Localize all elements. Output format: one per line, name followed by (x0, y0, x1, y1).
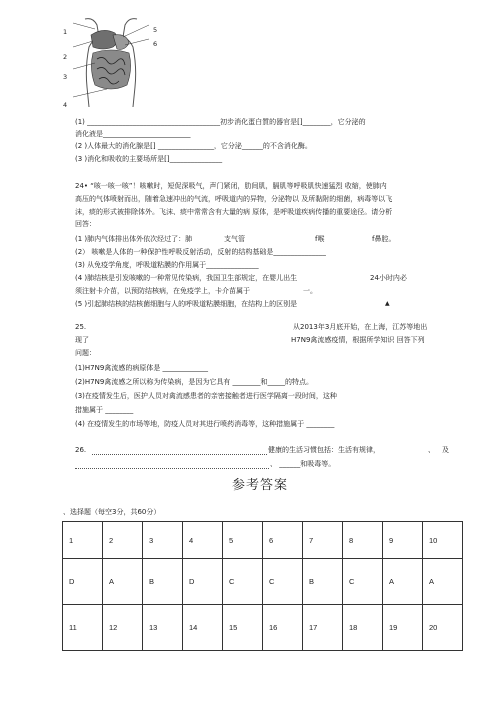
table-cell: 7 (303, 522, 343, 559)
q24-answer5: 须注射卡介苗，以预防结核病，在免疫学上，卡介苗属于 (75, 287, 250, 295)
table-cell: 19 (383, 605, 423, 651)
q24-text-line4: 回答： (75, 220, 96, 228)
answer-table (62, 521, 463, 651)
q25-answer3: (3)在疫情发生后，医护人员对禽流感患者的亲密接触者进行医学隔离一段时间，这种 (75, 392, 337, 400)
figure-label-3: 3 (63, 73, 68, 81)
q-part1-line3: (2 )人体最大的消化腺是[] ________________，它分泌______的不含消化酶。 (75, 142, 312, 150)
q25-answer3-b: 措施属于 ________ (75, 406, 134, 414)
table-cell: A (383, 559, 423, 605)
answer-table-row-numbers-2 (63, 605, 463, 651)
q-part1-line4: (3 )消化和吸收的主要场所是[]_______________ (75, 155, 223, 163)
table-cell: 3 (143, 522, 183, 559)
q25-number: 25. (75, 323, 87, 331)
q25-text-line2a: 现了 (75, 336, 89, 344)
figure-label-6: 6 (153, 40, 158, 48)
q26-text-line1-sep: 、 (428, 446, 435, 454)
table-cell: 14 (183, 605, 223, 651)
q26-blank-2 (75, 467, 269, 469)
q26-number: 26. (75, 446, 87, 454)
table-cell: B (143, 559, 183, 605)
q24-answer4: (4 )肺结核是引发咳嗽的一种常见传染病，我国卫生部规定，在婴儿出生 (75, 274, 298, 282)
q25-answer4: (4) 在疫情发生的市场等地，防疫人员对其进行喷药消毒等，这种措施属于 ________ (75, 420, 335, 428)
q25-answer1: (1)H7N9禽流感的病原体是 _____________ (75, 364, 209, 372)
digestive-system-figure (63, 17, 159, 109)
table-cell: 15 (223, 605, 263, 651)
table-cell: 11 (63, 605, 103, 651)
table-cell: D (183, 559, 223, 605)
q26-text-line1: 健康的生活习惯包括：生活有规律， (268, 446, 380, 454)
q24-answer4-b: 24小时内必 (370, 274, 407, 282)
q-part1-line1: (1) ______________________________________初步消化蛋白質的器官是[]________，它分泌的 (75, 118, 366, 126)
q24-answer2: (2） 咳嗽是人体的一种保护性呼吸反射活动，反射的结构基础是_______________ (75, 248, 326, 256)
figure-label-1: 1 (63, 28, 68, 36)
q24-answer1-c: f喉 (315, 235, 325, 243)
answer-table-row-numbers-1 (63, 522, 463, 559)
table-cell: C (263, 559, 303, 605)
table-cell: 18 (343, 605, 383, 651)
answer-key-subtitle: 、选择题（每空3分，共60分） (63, 508, 161, 516)
q25-text-line3: 问题： (75, 349, 96, 357)
table-cell: C (223, 559, 263, 605)
q24-mark: ▲ (385, 300, 390, 307)
table-cell: 5 (223, 522, 263, 559)
table-cell: 17 (303, 605, 343, 651)
table-cell: 10 (423, 522, 463, 559)
q24-answer6: (5 )引起肺结核的结核菌细胞与人的呼吸道粘膜细胞，在结构上的区别是 (75, 300, 298, 308)
q24-answer3: (3) 从免疫学角度，呼吸道粘膜的作用属于_______________ (75, 261, 259, 269)
table-cell: C (343, 559, 383, 605)
table-cell: B (303, 559, 343, 605)
table-cell: 9 (383, 522, 423, 559)
q26-text-line1-end: 及 (442, 446, 449, 454)
q24-text-line2: 高压的气体喷射而出，随着急速冲出的气流，呼吸道内的异物，分泌物以 及所黏附的细菌，病毒等以飞 (75, 195, 393, 203)
q24-text-line3: 沫，痰的形式被排除体外。飞沫、痰中常常含有大量的病 原体，是呼吸道疾病传播的重要途径。请分析 (75, 208, 393, 216)
table-cell: 16 (263, 605, 303, 651)
table-cell: 8 (343, 522, 383, 559)
table-cell: 1 (63, 522, 103, 559)
table-cell: 4 (183, 522, 223, 559)
q24-answer1-d: f鼻腔。 (372, 235, 396, 243)
table-cell: 2 (103, 522, 143, 559)
figure-label-2: 2 (63, 53, 68, 61)
figure-label-4: 4 (63, 101, 68, 109)
figure-label-5: 5 (153, 26, 158, 34)
answer-key-title: 参考答案 (232, 478, 289, 493)
q26-text-line2: 、 ______和吸毒等。 (270, 460, 336, 468)
digestive-system-drawing (63, 17, 159, 109)
table-cell: 13 (143, 605, 183, 651)
q26-blank-1 (92, 453, 267, 455)
table-cell: A (423, 559, 463, 605)
q24-text-line1: 24• “咳一咳一咳”！咳嗽时，短促深吸气，声门紧闭，肋间肌，膈肌等呼吸肌快速猛烈 收缩，使肺内 (75, 182, 387, 190)
q24-answer1-b: 支气管 (224, 235, 245, 243)
q24-answer1: (1 )肺内气体排出体外依次经过了：肺 (75, 235, 193, 243)
answer-table-row-answers-1 (63, 559, 463, 605)
table-cell: 6 (263, 522, 303, 559)
q25-text-line1: 从2013年3月底开始，在上海，江苏等地出 (293, 323, 428, 331)
q-part1-line2: 消化液是_________________________ (75, 130, 191, 138)
q24-answer5-b: 一。 (303, 287, 317, 295)
table-cell: D (63, 559, 103, 605)
table-cell: 12 (103, 605, 143, 651)
table-cell: 20 (423, 605, 463, 651)
q25-answer2: (2)H7N9禽流感之所以称为传染病，是因为它具有 ________和_____的特点。 (75, 378, 314, 386)
table-cell: A (103, 559, 143, 605)
q25-text-line2b: H7N9禽流感疫情，根据所学知识 回答下列 (291, 336, 425, 344)
